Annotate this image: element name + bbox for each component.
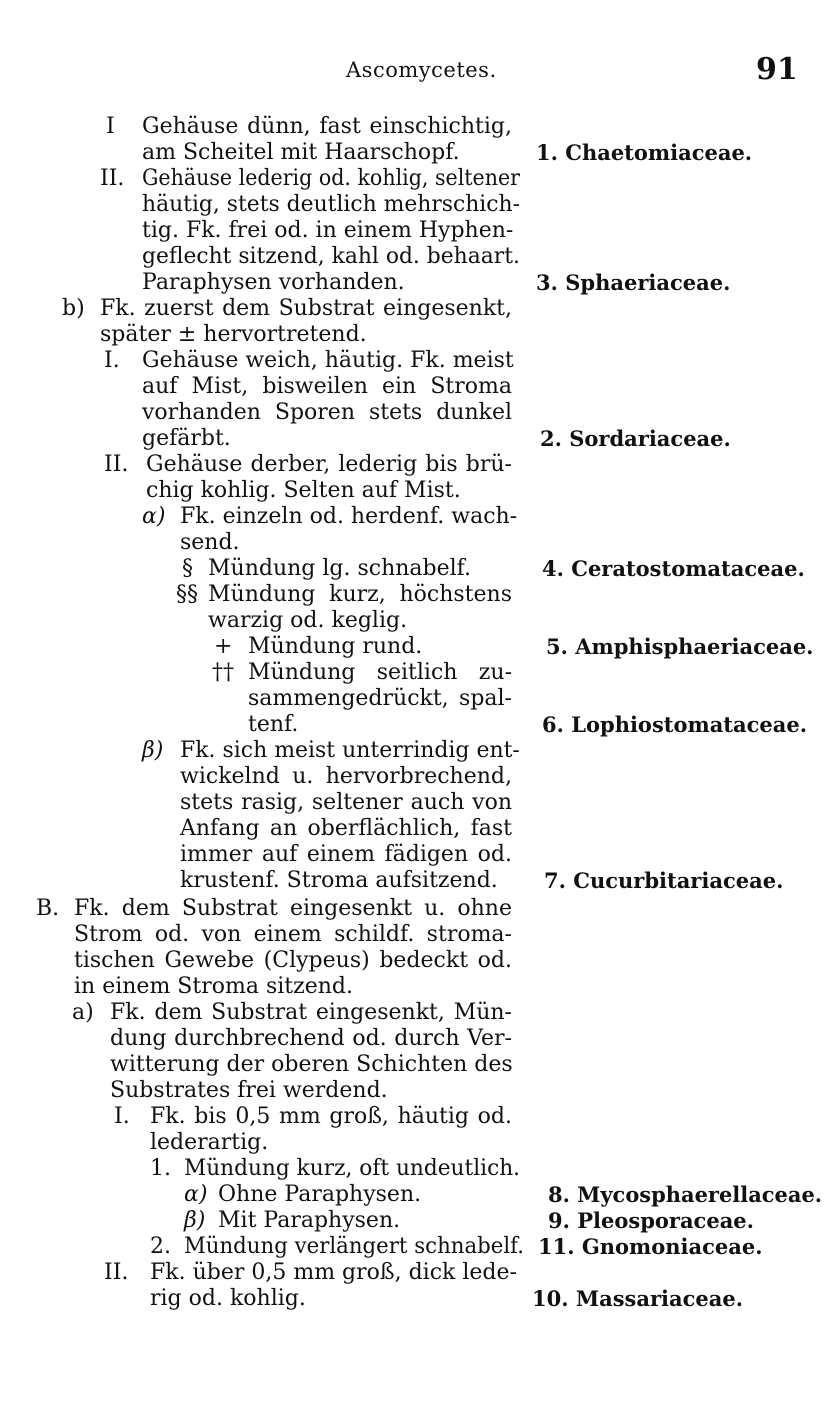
key-line — [0, 374, 830, 400]
family-name: 7. Cucurbitariaceae. — [544, 868, 784, 893]
key-text: am Scheitel mit Haarschopf. — [142, 140, 460, 165]
family-name: 8. Mycosphaerellaceae. — [548, 1182, 823, 1207]
family-name: 6. Lophiostomataceae. — [542, 712, 808, 737]
key-line — [0, 686, 830, 712]
key-text: chig kohlig. Selten auf Mist. — [146, 478, 461, 503]
key-text: auf Mist, bisweilen ein Stroma — [142, 374, 512, 399]
key-text: tischen Gewebe (Clypeus) bedeckt od. — [74, 948, 512, 973]
key-marker: a) — [72, 1000, 94, 1025]
key-line — [0, 1052, 830, 1078]
key-text: immer auf einem fädigen od. — [180, 842, 512, 867]
key-line — [0, 530, 830, 556]
key-text: häutig, stets deutlich mehrschich- — [142, 192, 520, 217]
key-line — [0, 842, 830, 868]
key-line — [0, 478, 830, 504]
key-text: Gehäuse weich, häutig. Fk. meist — [142, 348, 514, 373]
key-marker: II. — [104, 452, 129, 477]
key-text: Ohne Paraphysen. — [218, 1182, 422, 1207]
key-marker: b) — [62, 296, 85, 321]
page-number: 91 — [756, 52, 798, 87]
key-line — [0, 738, 830, 764]
key-text: vorhanden Sporen stets dunkel — [142, 400, 512, 425]
key-text: Mündung lg. schnabelf. — [208, 556, 472, 581]
key-line — [0, 1104, 830, 1130]
key-text: dung durchbrechend od. durch Ver- — [110, 1026, 512, 1051]
key-line — [0, 166, 830, 192]
key-text: geflecht sitzend, kahl od. behaart. — [142, 244, 520, 269]
key-marker: B. — [36, 896, 60, 921]
family-name: 3. Sphaeriaceae. — [536, 270, 731, 295]
key-line — [0, 1130, 830, 1156]
key-line — [0, 1234, 830, 1260]
key-marker: + — [214, 634, 233, 659]
key-line — [0, 348, 830, 374]
key-text: warzig od. keglig. — [208, 608, 408, 633]
key-line — [0, 712, 830, 738]
key-text: Fk. sich meist unterrindig ent- — [180, 738, 520, 763]
key-line — [0, 660, 830, 686]
key-line — [0, 1286, 830, 1312]
key-line — [0, 948, 830, 974]
key-line — [0, 868, 830, 894]
key-line — [0, 244, 830, 270]
key-line — [0, 218, 830, 244]
key-line — [0, 1026, 830, 1052]
key-text: Gehäuse dünn, fast einschichtig, — [142, 114, 512, 139]
key-text: Fk. dem Substrat eingesenkt, Mün- — [110, 1000, 512, 1025]
key-text: Fk. zuerst dem Substrat eingesenkt, — [100, 296, 512, 321]
key-marker: α) — [184, 1182, 208, 1207]
key-text: Strom od. von einem schildf. stroma- — [74, 922, 512, 947]
key-marker: I. — [104, 348, 120, 373]
key-line — [0, 504, 830, 530]
key-text: Anfang an oberflächlich, fast — [180, 816, 512, 841]
key-marker: § — [182, 556, 193, 581]
page-header — [0, 54, 830, 86]
key-text: lederartig. — [150, 1130, 269, 1155]
family-name: 1. Chaetomiaceae. — [536, 140, 753, 165]
key-line — [0, 426, 830, 452]
key-line — [0, 1208, 830, 1234]
key-text: Mündung seitlich zu- — [248, 660, 512, 685]
key-marker: 2. — [150, 1234, 171, 1259]
key-line — [0, 452, 830, 478]
key-marker: II. — [104, 1260, 129, 1285]
key-text: Fk. bis 0,5 mm groß, häutig od. — [150, 1104, 512, 1129]
key-line — [0, 556, 830, 582]
key-line — [0, 400, 830, 426]
key-line — [0, 582, 830, 608]
key-text: Mit Paraphysen. — [218, 1208, 401, 1233]
key-text: Mündung kurz, oft undeutlich. — [184, 1156, 521, 1181]
key-line — [0, 896, 830, 922]
key-line — [0, 140, 830, 166]
key-text: krustenf. Stroma aufsitzend. — [180, 868, 498, 893]
key-line — [0, 608, 830, 634]
key-line — [0, 1000, 830, 1026]
key-line — [0, 1182, 830, 1208]
running-head: Ascomycetes. — [346, 58, 497, 82]
family-name: 5. Amphisphaeriaceae. — [546, 634, 814, 659]
key-text: Mündung rund. — [248, 634, 423, 659]
family-name: 11. Gnomoniaceae. — [538, 1234, 763, 1259]
key-text: tenf. — [248, 712, 299, 737]
key-text: später ± hervortretend. — [100, 322, 367, 347]
key-line — [0, 634, 830, 660]
key-text: Substrates frei werdend. — [110, 1078, 388, 1103]
key-line — [0, 816, 830, 842]
family-name: 4. Ceratostomataceae. — [542, 556, 805, 581]
key-text: send. — [180, 530, 240, 555]
family-name: 2. Sordariaceae. — [540, 426, 731, 451]
key-line — [0, 322, 830, 348]
key-text: wickelnd u. hervorbrechend, — [180, 764, 512, 789]
key-text: tig. Fk. frei od. in einem Hyphen- — [142, 218, 514, 243]
key-text: Mündung kurz, höchstens — [208, 582, 512, 607]
key-text: Mündung verlängert schnabelf. — [184, 1234, 525, 1259]
key-text: Fk. über 0,5 mm groß, dick lede- — [150, 1260, 517, 1285]
key-line — [0, 1260, 830, 1286]
key-line — [0, 296, 830, 322]
key-marker: β) — [142, 738, 164, 763]
key-text: in einem Stroma sitzend. — [74, 974, 353, 999]
key-text: sammengedrückt, spal- — [248, 686, 512, 711]
key-text: stets rasig, seltener auch von — [180, 790, 512, 815]
key-line — [0, 1156, 830, 1182]
key-text: Fk. einzeln od. herdenf. wach- — [180, 504, 518, 529]
family-name: 10. Massariaceae. — [532, 1286, 744, 1311]
key-marker: 1. — [150, 1156, 171, 1181]
key-line — [0, 764, 830, 790]
key-marker: I — [106, 114, 115, 139]
key-text: gefärbt. — [142, 426, 231, 451]
key-line — [0, 270, 830, 296]
key-line — [0, 114, 830, 140]
key-text: Paraphysen vorhanden. — [142, 270, 405, 295]
key-line — [0, 192, 830, 218]
key-text: Gehäuse lederig od. kohlig, seltener — [142, 166, 520, 191]
key-line — [0, 922, 830, 948]
key-text: rig od. kohlig. — [150, 1286, 306, 1311]
key-line — [0, 974, 830, 1000]
key-text: witterung der oberen Schichten des — [110, 1052, 513, 1077]
key-marker: I. — [114, 1104, 130, 1129]
key-marker: §§ — [176, 582, 198, 607]
key-marker: α) — [142, 504, 166, 529]
key-line — [0, 790, 830, 816]
key-text: Fk. dem Substrat eingesenkt u. ohne — [74, 896, 512, 921]
key-text: Gehäuse derber, lederig bis brü- — [146, 452, 512, 477]
key-marker: II. — [100, 166, 125, 191]
key-marker: †† — [212, 660, 234, 685]
key-marker: β) — [184, 1208, 206, 1233]
key-line — [0, 1078, 830, 1104]
family-name: 9. Pleosporaceae. — [548, 1208, 754, 1233]
